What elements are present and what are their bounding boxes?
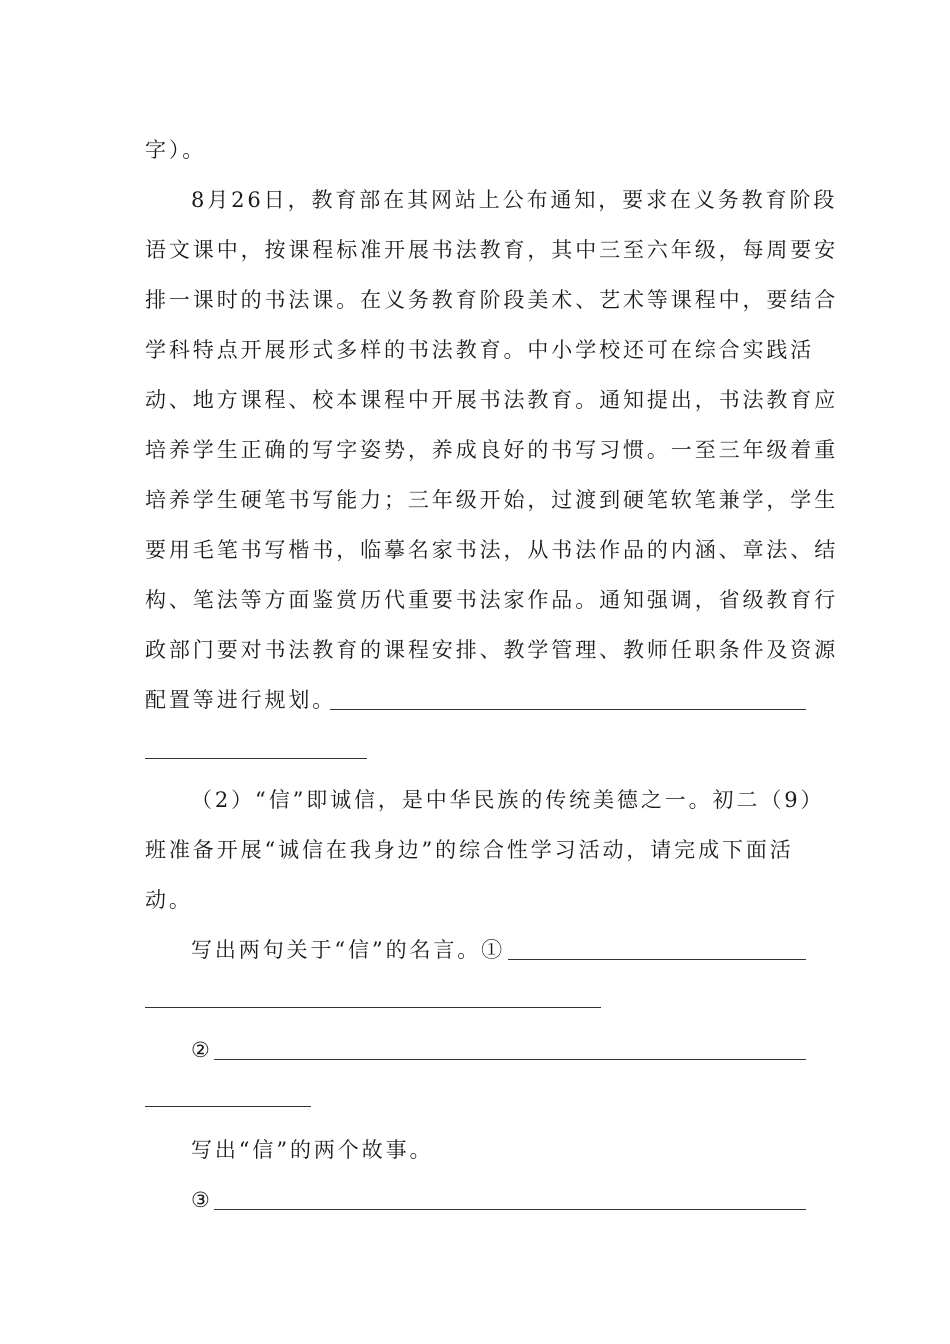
text-line: 动。 [145, 888, 193, 912]
text-line: 培养学生硬笔书写能力；三年级开始，过渡到硬笔软笔兼学，学生 [145, 488, 839, 512]
text-line: 动、地方课程、校本课程中开展书法教育。通知提出，书法教育应 [145, 388, 839, 412]
text-line: 语文课中，按课程标准开展书法教育，其中三至六年级，每周要安 [145, 238, 839, 262]
prompt-stories: 写出“信”的两个故事。 [191, 1138, 434, 1162]
question-first-line: （2）“信”即诚信，是中华民族的传统美德之一。初二（9） [191, 788, 825, 812]
answer-blank-line[interactable] [145, 1007, 601, 1008]
text-line: 排一课时的书法课。在义务教育阶段美术、艺术等课程中，要结合 [145, 288, 839, 312]
text-line: 班准备开展“诚信在我身边”的综合性学习活动，请完成下面活 [145, 838, 794, 862]
answer-item-2 [191, 1035, 853, 1065]
answer-blank-line[interactable] [330, 709, 806, 710]
answer-blank-line[interactable] [145, 758, 367, 759]
answer-item-3 [191, 1185, 853, 1215]
text-line [145, 685, 807, 715]
text-line: 字）。 [145, 138, 207, 162]
answer-blank-line[interactable] [508, 959, 806, 960]
answer-marker: ② [191, 1038, 213, 1062]
answer-blank-line[interactable] [145, 1106, 311, 1107]
text-line: 政部门要对书法教育的课程安排、教学管理、教师任职条件及资源 [145, 638, 839, 662]
text-line: 要用毛笔书写楷书，临摹名家书法，从书法作品的内涵、章法、结 [145, 538, 839, 562]
prompt-quotes [191, 935, 853, 965]
text-line: 培养学生正确的写字姿势，养成良好的书写习惯。一至三年级着重 [145, 438, 839, 462]
text-line: 构、笔法等方面鉴赏历代重要书法家作品。通知强调，省级教育行 [145, 588, 839, 612]
answer-marker: ③ [191, 1188, 213, 1212]
prompt-quotes-text: 写出两句关于“信”的名言。① [191, 938, 506, 962]
paragraph-first-line: 8月26日，教育部在其网站上公布通知，要求在义务教育阶段 [191, 188, 838, 212]
answer-blank-line[interactable] [214, 1059, 806, 1060]
text-line: 学科特点开展形式多样的书法教育。中小学校还可在综合实践活 [145, 338, 815, 362]
paragraph-last-line: 配置等进行规划。 [145, 688, 337, 712]
answer-blank-line[interactable] [214, 1209, 806, 1210]
